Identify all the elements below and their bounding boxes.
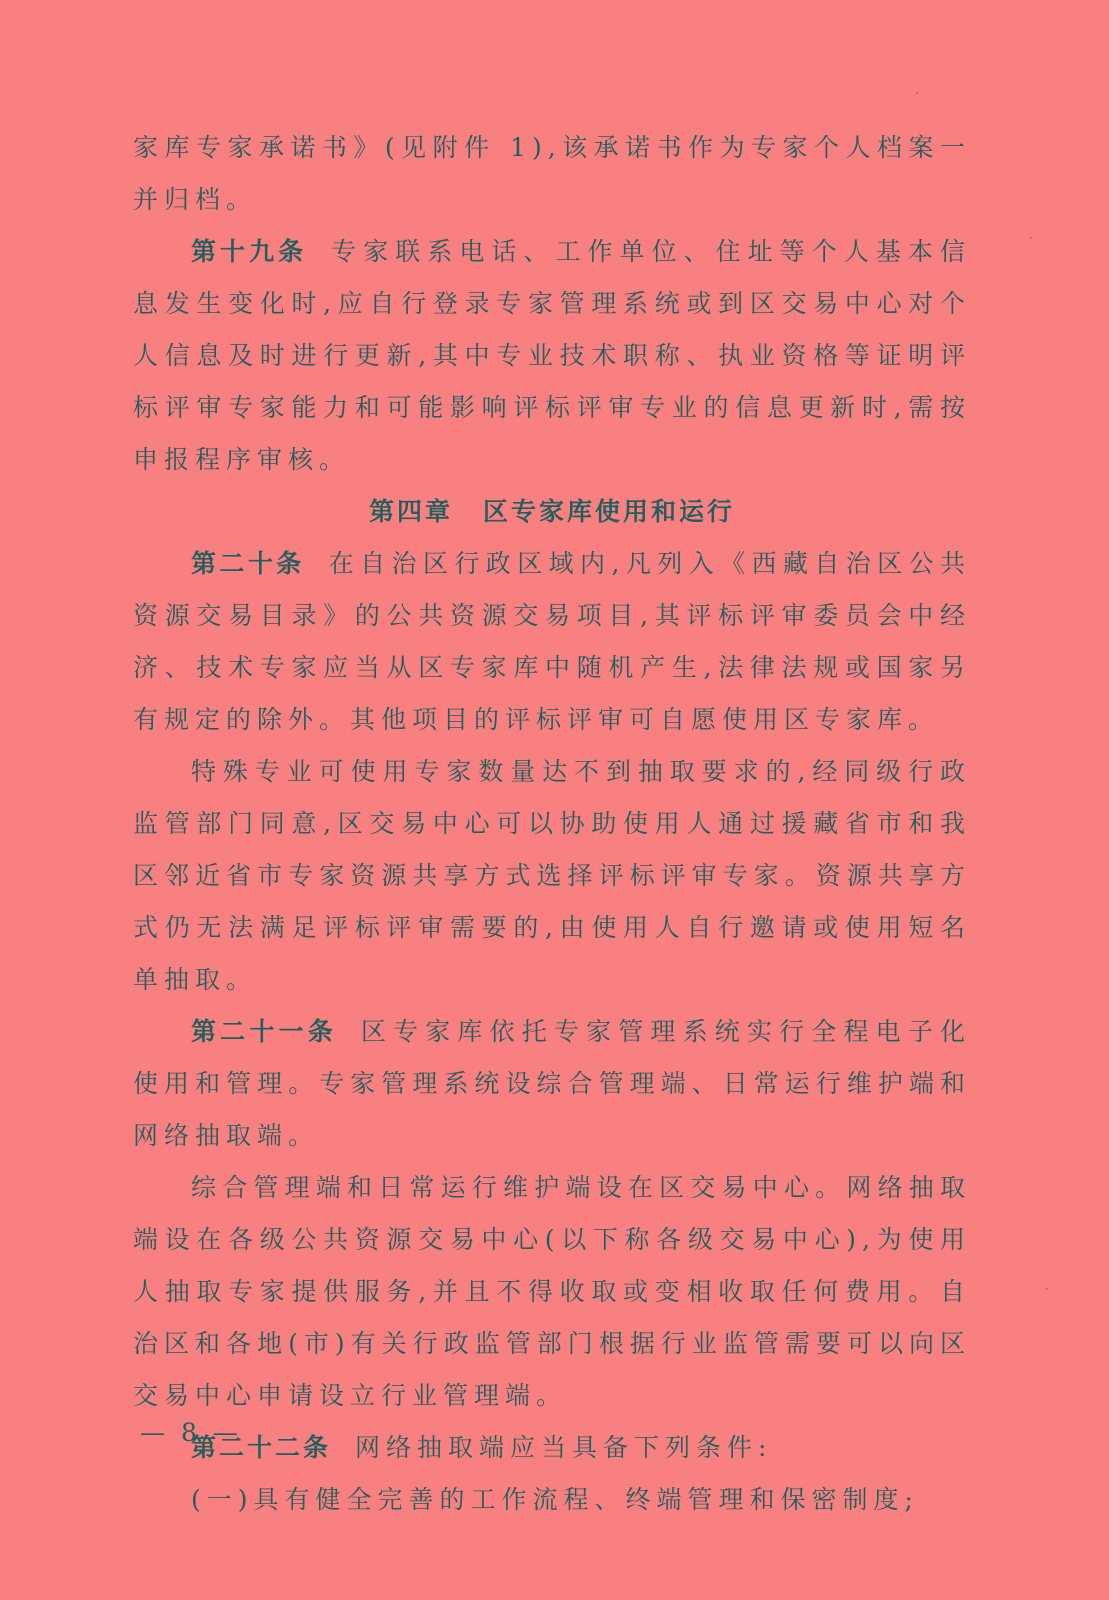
paragraph-special-specialties: 特殊专业可使用专家数量达不到抽取要求的,经同级行政监管部门同意,区交易中心可以协助使用人通过援藏省市和我区邻近省市专家资源共享方式选择评标评审专家。资源共享方式仍无法满足评标评审需要的,由使用人自行邀请或使用短名单抽取。	[133, 757, 971, 994]
chapter-number: 第四章	[368, 497, 453, 526]
article-19-heading: 第十九条	[191, 237, 308, 266]
article-22-heading: 第二十二条	[191, 1433, 332, 1462]
article-19-text: 专家联系电话、工作单位、住址等个人基本信息发生变化时,应自行登录专家管理系统或到区交易中心对个人信息及时进行更新,其中专业技术职称、执业资格等证明评标评审专家能力和可能影响评标评审专业的信息更新时,需按申报程序审核。	[133, 237, 971, 474]
article-20	[133, 538, 971, 746]
article-19	[133, 226, 971, 486]
paragraph-commitment-continuation: 家库专家承诺书》(见附件 1),该承诺书作为专家个人档案一并归档。	[133, 133, 971, 214]
article-22-text: 网络抽取端应当具备下列条件:	[355, 1433, 773, 1462]
article-21-text: 区专家库依托专家管理系统实行全程电子化使用和管理。专家管理系统设综合管理端、日常运行维护端和网络抽取端。	[133, 1017, 971, 1150]
article-21-heading: 第二十一条	[191, 1017, 337, 1046]
article-21	[133, 1006, 971, 1162]
article-20-heading: 第二十条	[191, 549, 305, 578]
article-20-text: 在自治区行政区域内,凡列入《西藏自治区公共资源交易目录》的公共资源交易项目,其评标评审委员会中经济、技术专家应当从区专家库中随机产生,法律法规或国家另有规定的除外。其他项目的评标评审可自愿使用区专家库。	[133, 549, 971, 734]
article-22	[133, 1422, 971, 1474]
document-body	[133, 122, 971, 1526]
page-number: — 8 —	[140, 1418, 242, 1447]
scan-speck	[1046, 1288, 1048, 1290]
chapter-title: 区专家库使用和运行	[483, 497, 736, 526]
chapter-heading	[133, 486, 971, 538]
paragraph-terminals: 综合管理端和日常运行维护端设在区交易中心。网络抽取端设在各级公共资源交易中心(以下称各级交易中心),为使用人抽取专家提供服务,并且不得收取或变相收取任何费用。自治区和各地(市)有关行政监管部门根据行业监管需要可以向区交易中心申请设立行业管理端。	[133, 1173, 971, 1410]
scan-speck	[916, 92, 918, 94]
scan-speck	[1030, 237, 1032, 239]
list-item-1: (一)具有健全完善的工作流程、终端管理和保密制度;	[191, 1485, 919, 1514]
